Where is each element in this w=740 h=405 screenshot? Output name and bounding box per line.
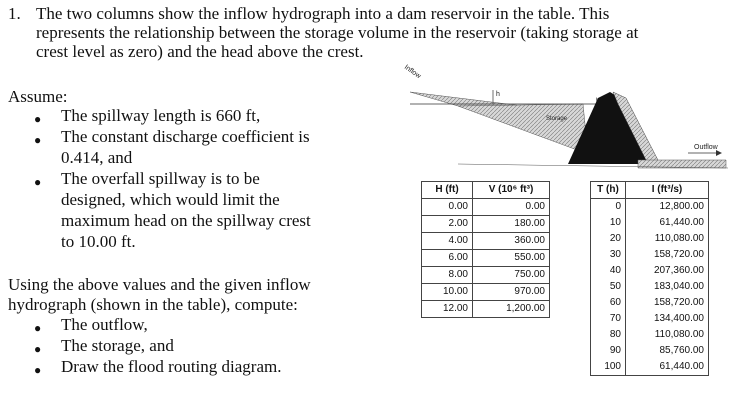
- table-row: [591, 199, 709, 216]
- inflow-label: Inflow: [402, 63, 422, 81]
- t-cell: 50: [591, 279, 626, 295]
- bullet-icon: ●: [34, 342, 42, 356]
- compute-item: The storage, and: [61, 336, 174, 355]
- bullet-icon: ●: [34, 112, 42, 126]
- table-row: [591, 311, 709, 327]
- h-cell: 4.00: [422, 233, 473, 250]
- t-cell: 40: [591, 263, 626, 279]
- i-cell: 134,400.00: [626, 311, 709, 327]
- assume-item: maximum head on the spillway crest: [61, 211, 311, 230]
- t-cell: 20: [591, 231, 626, 247]
- compute-line: Using the above values and the given inflow: [8, 275, 311, 294]
- h-cell: 12.00: [422, 301, 473, 318]
- assume-item: to 10.00 ft.: [61, 232, 136, 251]
- h-label: h: [496, 91, 500, 98]
- i-cell: 12,800.00: [626, 199, 709, 216]
- compute-line: hydrograph (shown in the table), compute:: [8, 295, 298, 314]
- assume-item: The overfall spillway is to be: [61, 169, 260, 188]
- table-row: [422, 301, 550, 318]
- bullet-icon: ●: [34, 175, 42, 189]
- header-h: H (ft): [422, 182, 473, 199]
- v-cell: 0.00: [473, 199, 550, 216]
- table-row: [422, 216, 550, 233]
- i-cell: 61,440.00: [626, 215, 709, 231]
- question-number: 1.: [8, 4, 21, 23]
- v-cell: 970.00: [473, 284, 550, 301]
- assume-item: 0.414, and: [61, 148, 133, 167]
- reservoir-storage: [458, 104, 588, 154]
- table-row: [591, 231, 709, 247]
- v-cell: 360.00: [473, 233, 550, 250]
- header-t: T (h): [591, 182, 626, 199]
- table-row: [422, 267, 550, 284]
- question-line: represents the relationship between the storage volume in the reservoir (taking storage at: [36, 23, 639, 42]
- question-line: The two columns show the inflow hydrograph into a dam reservoir in the table. This: [36, 4, 610, 23]
- table-row: [591, 247, 709, 263]
- table-row: [591, 359, 709, 376]
- table-row: [422, 250, 550, 267]
- assume-item: The spillway length is 660 ft,: [61, 106, 261, 125]
- table-row: [591, 263, 709, 279]
- assume-heading: Assume:: [8, 87, 68, 106]
- header-i: I (ft³/s): [626, 182, 709, 199]
- v-cell: 1,200.00: [473, 301, 550, 318]
- table-row: [422, 199, 550, 216]
- t-cell: 60: [591, 295, 626, 311]
- compute-item: Draw the flood routing diagram.: [61, 357, 282, 376]
- v-cell: 180.00: [473, 216, 550, 233]
- t-cell: 80: [591, 327, 626, 343]
- compute-item: The outflow,: [61, 315, 148, 334]
- header-v: V (10⁶ ft³): [473, 182, 550, 199]
- table-row: [591, 343, 709, 359]
- t-cell: 0: [591, 199, 626, 216]
- table-row: [591, 279, 709, 295]
- table-row: [591, 215, 709, 231]
- v-cell: 750.00: [473, 267, 550, 284]
- t-cell: 100: [591, 359, 626, 376]
- h-cell: 8.00: [422, 267, 473, 284]
- i-cell: 158,720.00: [626, 247, 709, 263]
- i-cell: 158,720.00: [626, 295, 709, 311]
- dam-reservoir-figure: [398, 52, 728, 180]
- h-cell: 0.00: [422, 199, 473, 216]
- i-cell: 183,040.00: [626, 279, 709, 295]
- assume-item: designed, which would limit the: [61, 190, 280, 209]
- h-cell: 10.00: [422, 284, 473, 301]
- t-cell: 30: [591, 247, 626, 263]
- v-cell: 550.00: [473, 250, 550, 267]
- inflow-hydrograph-table: [590, 181, 709, 376]
- t-cell: 10: [591, 215, 626, 231]
- t-cell: 70: [591, 311, 626, 327]
- i-cell: 110,080.00: [626, 327, 709, 343]
- bullet-icon: ●: [34, 321, 42, 335]
- h-cell: 2.00: [422, 216, 473, 233]
- table-row: [591, 327, 709, 343]
- outflow-label: Outflow: [694, 144, 718, 151]
- bullet-icon: ●: [34, 133, 42, 147]
- t-cell: 90: [591, 343, 626, 359]
- table-row: [422, 233, 550, 250]
- bullet-icon: ●: [34, 363, 42, 377]
- table-row: [422, 284, 550, 301]
- i-cell: 61,440.00: [626, 359, 709, 376]
- head-volume-table: [421, 181, 550, 318]
- h-cell: 6.00: [422, 250, 473, 267]
- storage-label: Storage: [546, 116, 568, 122]
- i-cell: 110,080.00: [626, 231, 709, 247]
- assume-item: The constant discharge coefficient is: [61, 127, 310, 146]
- i-cell: 85,760.00: [626, 343, 709, 359]
- i-cell: 207,360.00: [626, 263, 709, 279]
- table-row: [591, 295, 709, 311]
- question-line: crest level as zero) and the head above the crest.: [36, 42, 364, 61]
